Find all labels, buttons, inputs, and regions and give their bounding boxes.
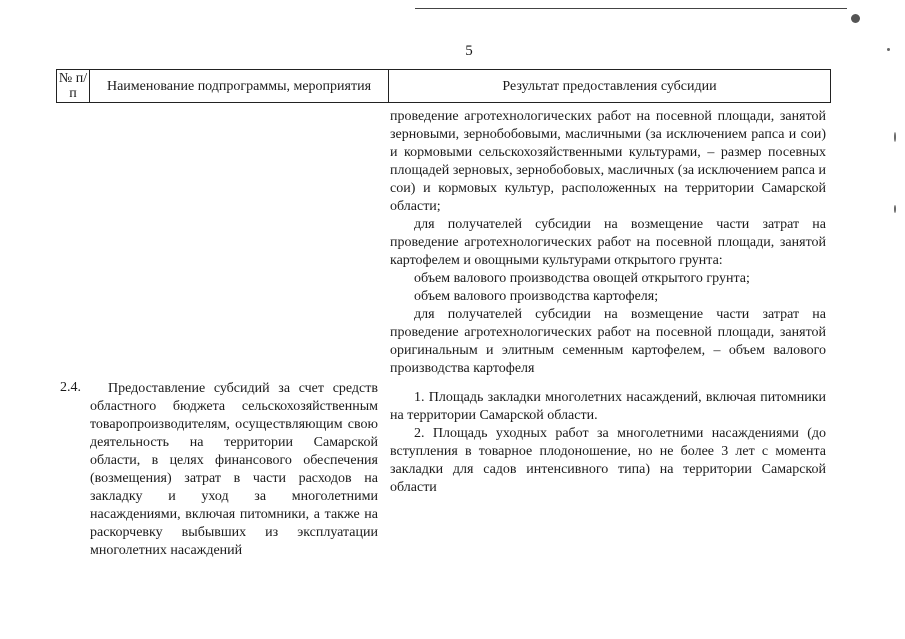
row-result [390, 389, 826, 497]
top-rule [415, 8, 847, 9]
header-number: № п/п [57, 70, 90, 102]
page-number: 5 [465, 43, 473, 59]
header-name: Наименование подпрограммы, мероприятия [90, 70, 389, 102]
scan-speck [894, 132, 896, 142]
result-item: 2. Площадь уходных работ за многолетними насаждениями (до вступления в товарное плодоношение, но не более 3 лет с момента закладки для садов интенсивного типа) на территории Самарской области [390, 426, 826, 495]
row-name: Предоставление субсидий за счет средств областного бюджета сельскохозяйственным товаропроизводителям, осуществляющим свою деятельность на территории Самарской области, в целях финансового обеспечения (возмещения) затрат в части расходов на закладку и уход за многолетними насаждениями, включая питомники, а также на раскорчевку выбывших из эксплуатации многолетних насаждений [90, 381, 378, 558]
continuation-paragraph: проведение агротехнологических работ на посевной площади, занятой зерновыми, зернобобовыми, масличными (за исключением рапса и сои) и кормовыми сельскохозяйственными культурами, – размер посевных площадей зерновых, зернобобовых, масличных (за исключением рапса и сои) и кормовых культур, расположенных на территории Самарской области; [390, 109, 826, 214]
continuation-paragraph: для получателей субсидии на возмещение части затрат на проведение агротехнологических работ на посевной площади, занятой картофелем и овощными культурами открытого грунта: [390, 217, 826, 268]
row-number: 2.4. [60, 380, 81, 395]
result-continuation [390, 108, 826, 378]
continuation-paragraph: объем валового производства овощей открытого грунта; [414, 271, 750, 286]
table-header [56, 69, 831, 103]
continuation-paragraph: для получателей субсидии на возмещение части затрат на проведение агротехнологических работ на посевной площади, занятой оригинальным и элитным семенным картофелем, – объем валового производства картофеля [390, 307, 826, 376]
scan-speck [894, 205, 896, 213]
result-item: 1. Площадь закладки многолетних насаждений, включая питомники на территории Самарской области. [390, 390, 826, 423]
header-result: Результат предоставления субсидии [502, 78, 717, 94]
scan-mark [851, 14, 860, 23]
continuation-paragraph: объем валового производства картофеля; [414, 289, 659, 304]
